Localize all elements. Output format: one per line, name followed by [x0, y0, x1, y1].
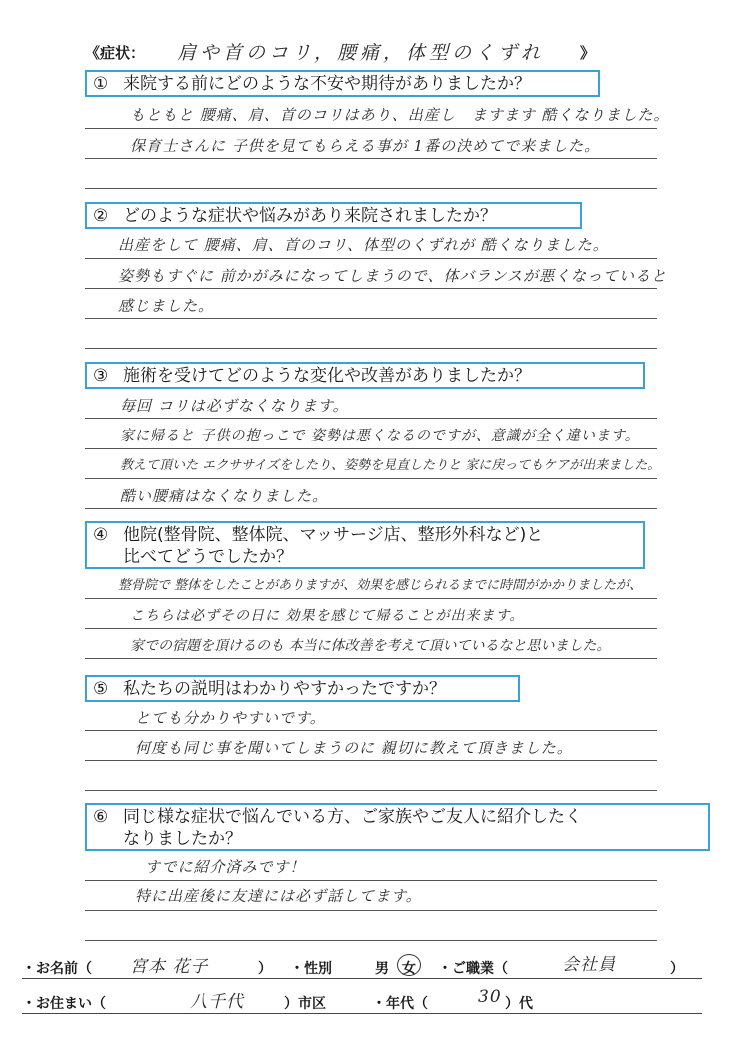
question-text-line-2: なりましたか？ — [123, 829, 242, 849]
job-close-bracket: ） — [670, 961, 684, 977]
answer-rule — [85, 418, 657, 419]
question-number: ① — [93, 74, 109, 94]
answer-rule — [85, 258, 657, 259]
question-box-5 — [85, 675, 520, 702]
job-label: ・ご職業（ — [438, 961, 508, 977]
answer-line: 毎回 コリは必ずなくなります。 — [120, 397, 349, 415]
answer-line: 整骨院で 整体をしたことがありますが、効果を感じられるまでに時間がかかりましたが、 — [118, 578, 643, 593]
answer-rule — [85, 658, 657, 659]
question-text: 施術を受けてどのような変化や改善がありましたか？ — [123, 366, 531, 386]
address-value: 八千代 — [190, 992, 244, 1012]
answer-line: 何度も同じ事を聞いてしまうのに 親切に教えて頂きました。 — [135, 739, 573, 757]
info-rule — [22, 1013, 702, 1014]
gender-female: 女 — [402, 961, 416, 977]
answer-line: 特に出産後に友達には必ず話してます。 — [135, 887, 422, 905]
answer-line: こちらは必ずその日に 効果を感じて帰ることが出来ます。 — [130, 608, 525, 624]
question-number: ④ — [93, 525, 109, 545]
question-text: 私たちの説明はわかりやすかったですか？ — [123, 679, 446, 699]
age-label: ・年代（ — [372, 996, 428, 1012]
question-box-4 — [85, 521, 645, 569]
job-value: 会社員 — [562, 955, 616, 975]
answer-line: 保育士さんに 子供を見てもらえる事が 1番の決めてで来ました。 — [130, 137, 601, 155]
question-box-3 — [85, 362, 645, 389]
question-number: ③ — [93, 366, 109, 386]
answer-rule — [85, 940, 657, 941]
answer-line: 感じました。 — [118, 297, 215, 315]
age-close-bracket: ）代 — [505, 996, 533, 1012]
gender-label: ・性別 — [290, 961, 332, 977]
answer-rule — [85, 598, 657, 599]
question-text: 同じ様な症状で悩んでいる方、ご家族やご友人に紹介したく — [123, 807, 582, 827]
address-close-bracket: ）市区 — [284, 996, 326, 1012]
answer-line: 酷い腰痛はなくなりました。 — [120, 487, 329, 505]
answer-rule — [85, 478, 657, 479]
question-box-1 — [85, 70, 600, 97]
symptom-close-bracket: 》 — [579, 44, 595, 62]
answer-rule — [85, 448, 657, 449]
answer-line: 家での宿題を頂けるのも 本当に体改善を考えて頂いているなと思いました。 — [130, 638, 611, 654]
age-value: 30 — [478, 987, 502, 1007]
name-label: ・お名前（ — [22, 961, 92, 977]
question-box-2 — [85, 202, 582, 229]
answer-line: 姿勢もすぐに 前かがみになってしまうので、体バランスが悪くなっていると — [118, 267, 668, 285]
name-close-bracket: ） — [258, 961, 272, 977]
symptom-value: 肩や首のコリ，腰痛，体型のくずれ — [177, 42, 545, 64]
answer-rule — [85, 288, 657, 289]
answer-rule — [85, 790, 657, 791]
answer-rule — [85, 128, 657, 129]
question-number: ⑤ — [93, 679, 109, 699]
answer-line: もともと 腰痛、肩、首のコリはあり、出産し ますます 酷くなりました。 — [130, 106, 670, 124]
question-text: 来院する前にどのような不安や期待がありましたか？ — [123, 74, 531, 94]
address-label: ・お住まい（ — [22, 996, 106, 1012]
question-number: ⑥ — [93, 807, 109, 827]
question-text-line-2: 比べてどうでしたか？ — [123, 547, 293, 567]
answer-rule — [85, 508, 657, 509]
answer-rule — [85, 188, 657, 189]
question-box-6 — [85, 803, 710, 851]
question-text: 他院(整骨院、整体院、マッサージ店、整形外科など)と — [123, 525, 544, 545]
answer-rule — [85, 730, 657, 731]
answer-rule — [85, 760, 657, 761]
symptom-label: 《症状： — [85, 44, 146, 62]
answer-rule — [85, 880, 657, 881]
info-rule — [22, 978, 702, 979]
answer-rule — [85, 318, 657, 319]
answer-rule — [85, 158, 657, 159]
answer-line: 教えて頂いた エクササイズをしたり、姿勢を見直したりと 家に戻ってもケアが出来ました。 — [120, 458, 661, 473]
answer-rule — [85, 348, 657, 349]
symptom-row — [85, 38, 595, 64]
name-value: 宮本 花子 — [130, 957, 209, 977]
gender-male: 男 — [375, 961, 389, 977]
question-text: どのような症状や悩みがあり来院されましたか？ — [123, 206, 497, 226]
answer-line: 出産をして 腰痛、肩、首のコリ、体型のくずれが 酷くなりました。 — [118, 236, 609, 254]
answer-rule — [85, 910, 657, 911]
answer-line: とても分かりやすいです。 — [135, 709, 326, 727]
answer-line: すでに紹介済みです！ — [145, 858, 306, 876]
question-number: ② — [93, 206, 109, 226]
answer-rule — [85, 628, 657, 629]
answer-line: 家に帰ると 子供の抱っこで 姿勢は悪くなるのですが、意識が全く違います。 — [120, 428, 640, 444]
